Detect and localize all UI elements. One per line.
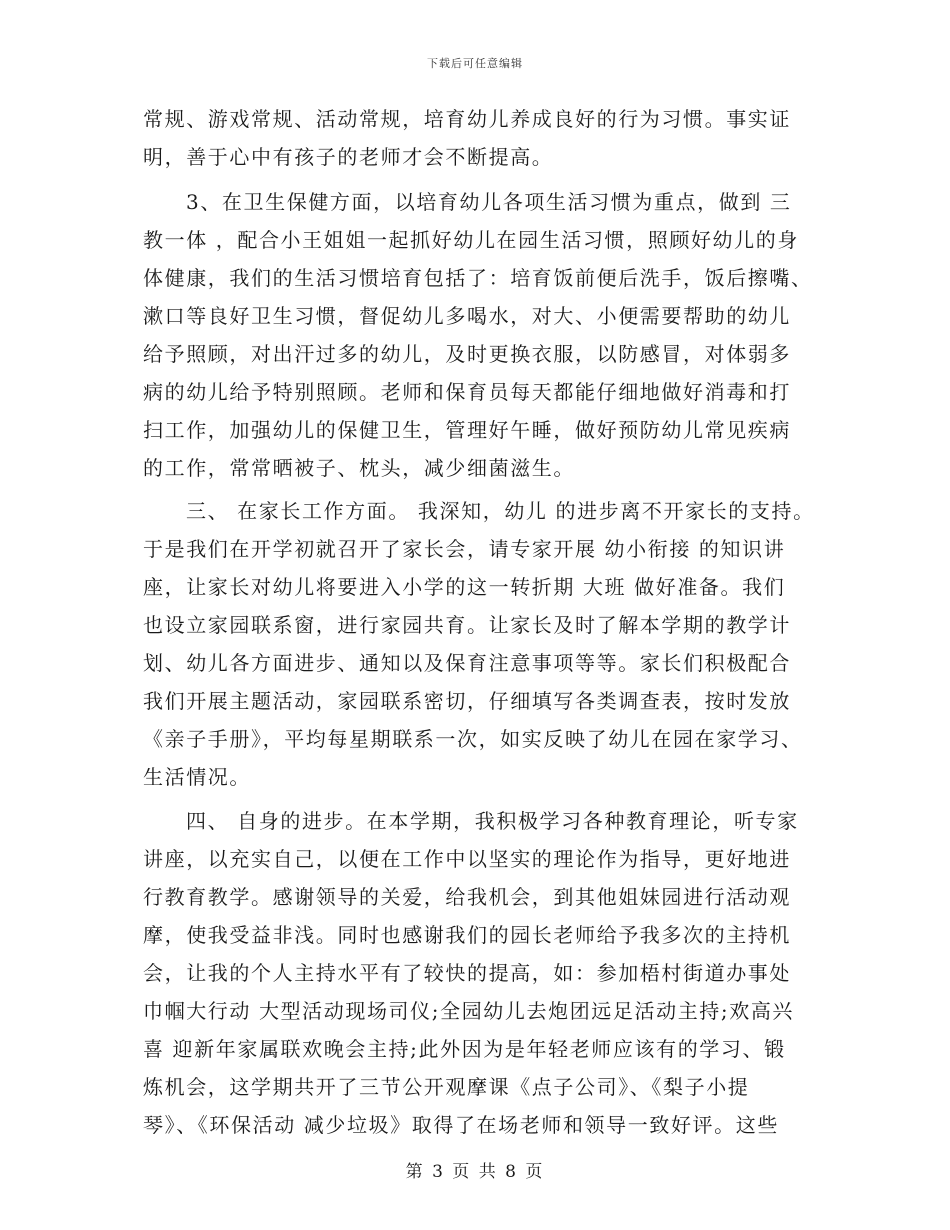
body-line: 体健康，我们的生活习惯培育包括了：培育饭前便后洗手，饭后擦嘴、: [143, 266, 813, 290]
body-line: 行教育教学。感谢领导的关爱，给我机会，到其他姐妹园进行活动观: [143, 885, 791, 909]
body-line: 三、 在家长工作方面。 我深知，幼儿 的进步离不开家长的支持。: [186, 499, 815, 523]
body-line: 常规、游戏常规、活动常规，培育幼儿养成良好的行为习惯。事实证: [143, 107, 791, 131]
body-line: 病的幼儿给予特别照顾。老师和保育员每天都能仔细地做好消毒和打: [143, 380, 791, 404]
body-line: 明，善于心中有孩子的老师才会不断提高。: [143, 145, 554, 169]
body-line: 会，让我的个人主持水平有了较快的提高，如：参加梧村街道办事处: [143, 961, 791, 985]
body-line: 于是我们在开学初就召开了家长会，请专家开展 幼小衔接 的知识讲: [143, 537, 786, 561]
body-line: 巾帼大行动 大型活动现场司仪;全园幼儿去炮团远足活动主持;欢高兴: [143, 999, 795, 1023]
body-line: 座，让家长对幼儿将要进入小学的这一转折期 大班 做好准备。我们: [143, 575, 786, 599]
body-line: 教一体 ，配合小王姐姐一起抓好幼儿在园生活习惯，照顾好幼儿的身: [143, 228, 799, 252]
body-line: 琴》、《环保活动 减少垃圾》取得了在场老师和领导一致好评。这些: [143, 1113, 779, 1137]
body-line: 扫工作，加强幼儿的保健卫生，管理好午睡，做好预防幼儿常见疾病: [143, 418, 791, 442]
body-line: 四、 自身的进步。在本学期，我积极学习各种教育理论，听专家: [186, 809, 799, 833]
body-line: 炼机会，这学期共开了三节公开观摩课《点子公司》、《梨子小提: [143, 1075, 750, 1099]
body-line: 摩，使我受益非浅。同时也感谢我们的园长老师给予我多次的主持机: [143, 923, 791, 947]
body-line: 给予照顾，对出汗过多的幼儿，及时更换衣服，以防感冒，对体弱多: [143, 342, 791, 366]
body-line: 漱口等良好卫生习惯，督促幼儿多喝水，对大、小便需要帮助的幼儿: [143, 304, 791, 328]
body-line: 我们开展主题活动，家园联系密切，仔细填写各类调查表，按时发放: [143, 689, 791, 713]
page-header: 下载后可任意编辑: [427, 57, 523, 70]
body-line: 生活情况。: [143, 765, 251, 789]
body-line: 划、幼儿各方面进步、通知以及保育注意事项等等。家长们积极配合: [143, 651, 791, 675]
body-line: 讲座，以充实自己，以便在工作中以坚实的理论作为指导，更好地进: [143, 847, 791, 871]
page-number: 第 3 页 共 8 页: [405, 1162, 545, 1182]
body-line: 喜 迎新年家属联欢晚会主持;此外因为是年轻老师应该有的学习、锻: [143, 1037, 786, 1061]
body-line: 3、在卫生保健方面，以培育幼儿各项生活习惯为重点，做到 三: [186, 190, 792, 214]
body-line: 也设立家园联系窗，进行家园共育。让家长及时了解本学期的教学计: [143, 613, 791, 637]
body-line: 《亲子手册》，平均每星期联系一次，如实反映了幼儿在园在家学习、: [143, 727, 803, 751]
body-line: 的工作，常常晒被子、枕头，减少细菌滋生。: [143, 456, 575, 480]
